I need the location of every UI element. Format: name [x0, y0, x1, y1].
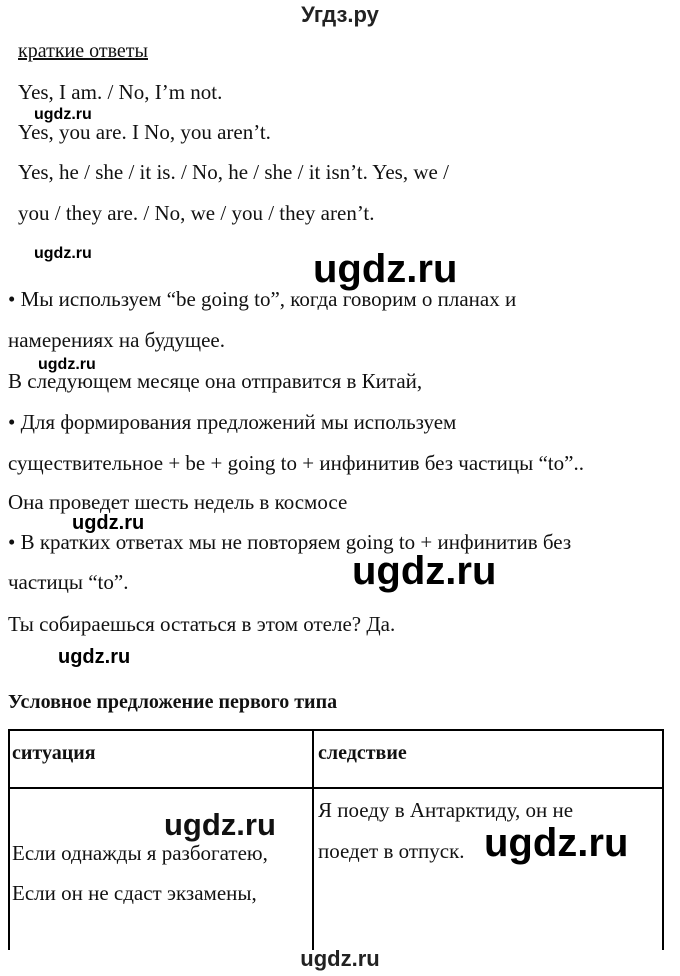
table-border-header — [8, 787, 664, 789]
watermark: ugdz.ru — [313, 247, 458, 291]
table-cell-situation: Если он не сдаст экзамены, — [12, 881, 257, 905]
rule-line: намерениях на будущее. — [8, 328, 225, 352]
table-cell-consequence: Я поеду в Антарктиду, он не — [318, 798, 574, 822]
short-answer-line: Yes, you are. I No, you aren’t. — [18, 120, 271, 144]
site-title: Угдз.ру — [301, 2, 379, 27]
watermark: ugdz.ru — [58, 646, 131, 668]
table-border-top — [8, 729, 664, 731]
table-border-middle — [312, 729, 314, 950]
rule-example: Ты собираешься остаться в этом отеле? Да. — [8, 612, 396, 636]
table-cell-situation: Если однажды я разбогатею, — [12, 841, 268, 865]
watermark: ugdz.ru — [38, 356, 96, 373]
table-header-consequence: следствие — [318, 742, 407, 764]
table-border-left — [8, 729, 10, 950]
watermark: ugdz.ru — [484, 821, 629, 865]
watermark: ugdz.ru — [352, 549, 497, 593]
rule-line: • Для формирования предложений мы используем — [8, 410, 457, 434]
rule-line: существительное + be + going to + инфинитив без частицы “to”.. — [8, 451, 584, 475]
rule-example: В следующем месяце она отправится в Китай, — [8, 369, 423, 393]
footer-watermark: ugdz.ru — [300, 946, 380, 971]
conditional-heading: Условное предложение первого типа — [8, 691, 338, 713]
watermark: ugdz.ru — [72, 512, 145, 534]
watermark: ugdz.ru — [164, 807, 276, 842]
rule-line: • Мы используем “be going to”, когда говорим о планах и — [8, 287, 517, 311]
short-answer-line: Yes, he / she / it is. / No, he / she / it isn’t. Yes, we / — [18, 160, 449, 184]
watermark: ugdz.ru — [34, 245, 92, 262]
watermark: ugdz.ru — [34, 106, 92, 123]
short-answers-heading: краткие ответы — [18, 40, 148, 62]
table-border-right — [662, 729, 664, 950]
table-cell-consequence: поедет в отпуск. — [318, 839, 465, 863]
rule-example: Она проведет шесть недель в космосе — [8, 490, 348, 514]
short-answer-line: Yes, I am. / No, I’m not. — [18, 80, 223, 104]
rule-line: • В кратких ответах мы не повторяем going to + инфинитив без — [8, 530, 572, 554]
rule-line: частицы “to”. — [8, 570, 129, 594]
short-answer-line: you / they are. / No, we / you / they aren’t. — [18, 201, 375, 225]
table-header-situation: ситуация — [12, 742, 96, 764]
